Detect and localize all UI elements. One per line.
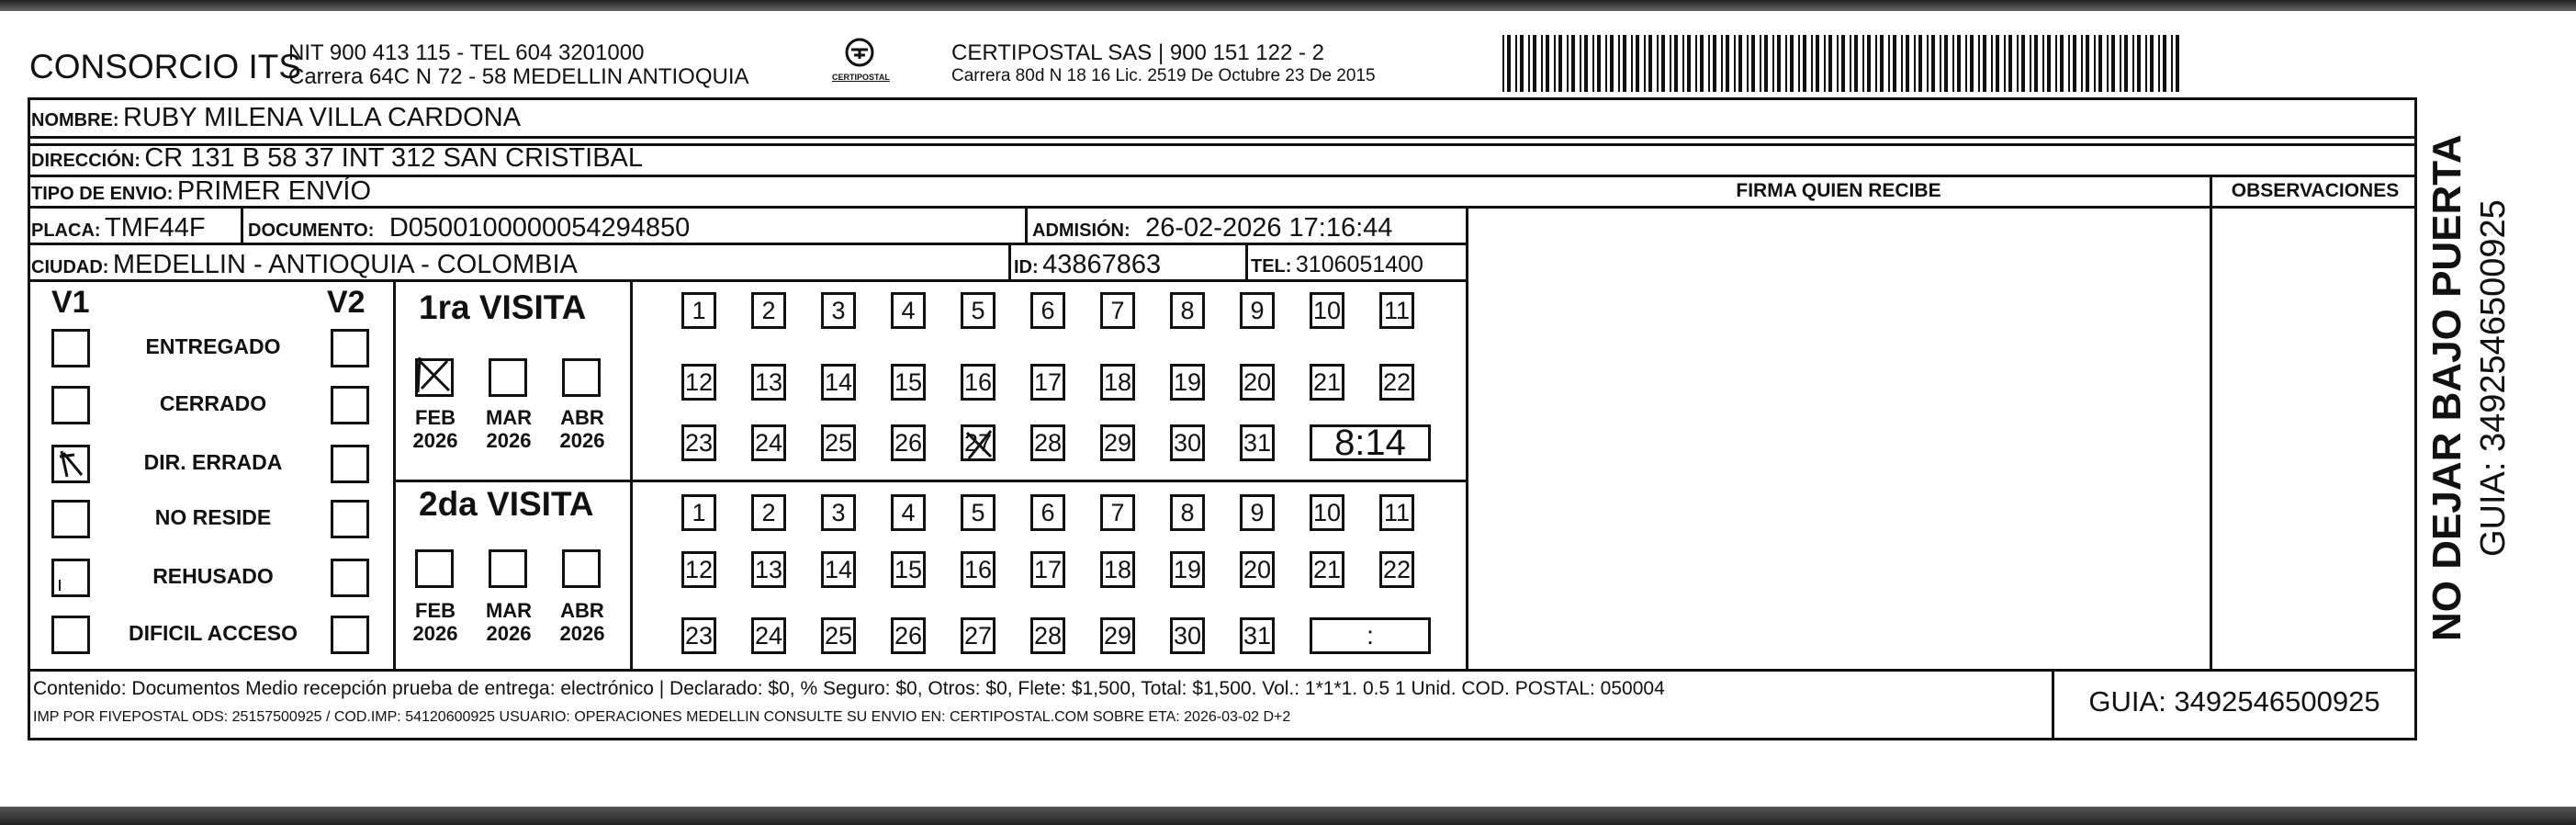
direccion-value: CR 131 B 58 37 INT 312 SAN CRISTIBAL [144, 143, 644, 173]
month-name: FEB [415, 599, 456, 622]
divider-footer [28, 669, 2417, 672]
barcode-bar [1682, 35, 1684, 92]
barcode-bar [2060, 35, 2064, 92]
barcode-bar [1764, 35, 1768, 92]
barcode-bar [1648, 35, 1652, 92]
ciudad-row [31, 250, 578, 280]
day-box[interactable]: 30 [1170, 424, 1205, 461]
certipostal-address: Carrera 80d N 18 16 Lic. 2519 De Octubre 23 De 2015 [951, 66, 1376, 85]
day-box[interactable]: 29 [1100, 424, 1135, 461]
nombre-label: NOMBRE: [31, 110, 119, 130]
day-box[interactable]: 23 [681, 617, 716, 654]
day-box[interactable]: 22 [1379, 364, 1414, 401]
day-box[interactable]: 25 [821, 617, 856, 654]
barcode-bar [1610, 35, 1614, 92]
day-box[interactable]: 13 [751, 364, 786, 401]
time-box[interactable]: : [1310, 617, 1431, 654]
barcode-bar [1862, 35, 1864, 92]
v2-checkbox[interactable] [331, 500, 369, 538]
day-box[interactable]: 6 [1030, 292, 1065, 329]
barcode-bar [1507, 35, 1511, 92]
day-box[interactable]: 5 [961, 494, 996, 531]
barcode-bar [2171, 35, 2173, 92]
barcode-bar [1713, 35, 1716, 92]
barcode-bar [1996, 35, 1999, 92]
day-box[interactable]: 21 [1310, 364, 1344, 401]
v2-label: V2 [327, 285, 366, 320]
month-name: MAR [485, 406, 533, 429]
barcode-bar [1657, 35, 1659, 92]
month-year: 2026 [486, 429, 532, 452]
month-label [557, 406, 608, 452]
barcode-bar [1700, 35, 1704, 92]
barcode-bar [2094, 35, 2096, 92]
handwritten-x-icon [414, 356, 453, 394]
firma-header: FIRMA QUIEN RECIBE [1736, 180, 1941, 201]
logo-text: CERTIPOSTAL [832, 73, 890, 82]
barcode-bar [1541, 35, 1543, 92]
nombre-row [31, 103, 521, 133]
v1-checkbox[interactable] [51, 445, 90, 483]
direccion-row [31, 143, 643, 174]
v2-checkbox[interactable] [331, 559, 369, 597]
barcode-bar [1931, 35, 1935, 92]
day-box[interactable]: 15 [891, 551, 926, 588]
day-box[interactable]: 19 [1170, 364, 1205, 401]
nombre-value: RUBY MILENA VILLA CARDONA [123, 103, 522, 132]
time-box[interactable]: 8:14 [1310, 424, 1431, 461]
month-checkbox[interactable] [489, 358, 527, 397]
handwritten-x-icon [963, 427, 995, 468]
month-name: ABR [560, 406, 604, 429]
admision-row [1032, 213, 1392, 243]
day-box[interactable]: 20 [1240, 364, 1275, 401]
company-name: CONSORCIO ITS [29, 48, 302, 85]
reason-label: DIR. ERRADA [143, 450, 283, 474]
day-box[interactable]: 24 [751, 424, 786, 461]
day-box[interactable]: 18 [1100, 551, 1135, 588]
side-guia: GUIA: 3492546500925 [2474, 199, 2513, 557]
day-box[interactable]: 25 [821, 424, 856, 461]
divider-firma-header [1468, 206, 2417, 209]
barcode-bar [1798, 35, 1800, 92]
barcode-bar [1674, 35, 1678, 92]
barcode-bar [1841, 35, 1845, 92]
barcode-bar [1803, 35, 1806, 92]
month-checkbox[interactable] [562, 549, 601, 588]
barcode-bar [1592, 35, 1594, 92]
barcode-bar [1880, 35, 1884, 92]
divider-reasons [393, 281, 396, 670]
reason-label: REHUSADO [152, 564, 274, 588]
barcode-bar [1520, 35, 1524, 92]
barcode-bar [2137, 35, 2141, 92]
day-box[interactable]: 15 [891, 364, 926, 401]
month-checkbox[interactable] [415, 549, 454, 588]
day-box[interactable]: 24 [751, 617, 786, 654]
barcode-bar [1580, 35, 1581, 92]
barcode-bar [1918, 35, 1922, 92]
barcode-bar [1751, 35, 1755, 92]
divider-ciudad-id [1008, 244, 1011, 279]
day-box[interactable]: 14 [821, 551, 856, 588]
day-box[interactable]: 2 [751, 494, 786, 531]
day-box[interactable]: 17 [1030, 551, 1065, 588]
barcode-bar [1623, 35, 1626, 92]
day-box[interactable]: 6 [1030, 494, 1065, 531]
barcode-bar [1502, 35, 1504, 92]
barcode-bar [1828, 35, 1832, 92]
day-box[interactable]: 23 [681, 424, 716, 461]
barcode-bar [1571, 35, 1575, 92]
barcode-bar [1528, 35, 1530, 92]
barcode-bar [2150, 35, 2154, 92]
divider-observaciones [2210, 175, 2212, 670]
day-box[interactable]: 26 [891, 617, 926, 654]
tel-label: TEL: [1251, 256, 1292, 277]
admision-label: ADMISIÓN: [1032, 220, 1131, 241]
barcode-bar [1515, 35, 1517, 92]
day-box[interactable]: 21 [1310, 551, 1344, 588]
divider-doc-admision [1025, 208, 1028, 243]
divider-footer-guia [2052, 669, 2054, 740]
barcode-bar [1567, 35, 1569, 92]
v1-checkbox[interactable] [51, 329, 90, 367]
footer-contenido: Contenido: Documentos Medio recepción prueba de entrega: electrónico | Declarado: $0, % Seguro: $0, Otros: $0, Flete: $1,500, Total: $1,500. Vol.: 1*1*1. 0.5 1 Unid. COD. POSTAL: 050004 [33, 678, 1665, 699]
day-box[interactable]: 3 [821, 292, 856, 329]
barcode-bar [1636, 35, 1639, 92]
barcode-bar [2098, 35, 2102, 92]
day-box[interactable]: 31 [1240, 617, 1275, 654]
barcode-bar [1991, 35, 1993, 92]
barcode-bar [1726, 35, 1729, 92]
barcode-bar [2004, 35, 2006, 92]
month-year: 2026 [412, 622, 458, 645]
company-address: Carrera 64C N 72 - 58 MEDELLIN ANTIOQUIA [288, 64, 749, 89]
month-name: ABR [560, 599, 604, 622]
barcode-bar [1695, 35, 1697, 92]
day-box[interactable]: 22 [1379, 551, 1414, 588]
barcode-bar [2132, 35, 2134, 92]
tel-value: 3106051400 [1295, 252, 1423, 277]
barcode-bar [2047, 35, 2051, 92]
day-box[interactable]: 26 [891, 424, 926, 461]
certipostal-logo [832, 37, 890, 92]
barcode-bar [2042, 35, 2044, 92]
barcode-bar [1597, 35, 1601, 92]
ciudad-value: MEDELLIN - ANTIOQUIA - COLOMBIA [112, 250, 578, 279]
barcode-bar [2021, 35, 2025, 92]
barcode-bar [1811, 35, 1813, 92]
barcode-bar [2124, 35, 2128, 92]
reason-label: CERRADO [159, 391, 267, 415]
month-year: 2026 [559, 622, 605, 645]
day-box[interactable]: 2 [751, 292, 786, 329]
documento-value: D0500100000054294850 [388, 213, 691, 243]
day-box[interactable]: 14 [821, 364, 856, 401]
day-box[interactable]: 12 [681, 551, 716, 588]
barcode-bar [1893, 35, 1896, 92]
id-row [1014, 250, 1161, 280]
tel-row [1251, 252, 1423, 278]
barcode-bar [2163, 35, 2166, 92]
day-box[interactable]: 28 [1030, 617, 1065, 654]
footer-imp: IMP POR FIVEPOSTAL ODS: 25157500925 / COD.IMP: 54120600925 USUARIO: OPERACIONES MEDELLIN CONSULTE SU ENVIO EN: CERTIPOSTAL.COM SOBRE ETA: 2026-03-02 D+2 [33, 709, 1291, 725]
barcode-bar [1940, 35, 1941, 92]
documento-row [248, 213, 690, 243]
barcode-bar [1734, 35, 1736, 92]
placa-value: TMF44F [105, 213, 206, 243]
barcode-bar [1888, 35, 1890, 92]
barcode-bar [2086, 35, 2089, 92]
reason-label: DIFICIL ACCESO [128, 621, 298, 645]
barcode-bar [1957, 35, 1961, 92]
day-box[interactable]: 9 [1240, 292, 1275, 329]
barcode-bar [1708, 35, 1710, 92]
month-label [483, 406, 534, 452]
day-box[interactable]: 13 [751, 551, 786, 588]
barcode-bar [1605, 35, 1607, 92]
direccion-label: DIRECCIÓN: [31, 151, 141, 171]
barcode-bar [1546, 35, 1549, 92]
barcode-bar [1670, 35, 1671, 92]
barcode-bar [1914, 35, 1916, 92]
barcode-bar [2145, 35, 2147, 92]
barcode-bar [1983, 35, 1986, 92]
barcode-bar [1772, 35, 1774, 92]
tipo-label: TIPO DE ENVIO: [31, 184, 174, 204]
barcode-bar [1777, 35, 1781, 92]
day-box[interactable]: 31 [1240, 424, 1275, 461]
barcode-bar [1978, 35, 1980, 92]
barcode-bar [1875, 35, 1877, 92]
barcode-bar [1952, 35, 1954, 92]
day-box[interactable]: 17 [1030, 364, 1065, 401]
day-box[interactable]: 7 [1100, 292, 1135, 329]
day-box[interactable]: 11 [1379, 494, 1414, 531]
day-box[interactable]: 19 [1170, 551, 1205, 588]
divider-months-days [630, 281, 633, 670]
visit2-title: 2da VISITA [419, 485, 594, 523]
barcode-bar [1644, 35, 1646, 92]
v2-checkbox[interactable] [331, 386, 369, 424]
divider-id-tel [1245, 244, 1248, 279]
month-year: 2026 [412, 429, 458, 452]
month-checkbox[interactable] [562, 358, 601, 397]
v1-checkbox[interactable] [51, 559, 90, 597]
day-box[interactable]: 1 [681, 292, 716, 329]
barcode-bar [1867, 35, 1871, 92]
barcode-bar [1558, 35, 1562, 92]
barcode-bar [1824, 35, 1826, 92]
barcode-bar [1687, 35, 1691, 92]
bottom-edge-line [0, 807, 2576, 825]
month-checkbox[interactable] [489, 549, 527, 588]
barcode-bar [1661, 35, 1665, 92]
barcode-bar [1927, 35, 1929, 92]
placa-row [31, 213, 206, 243]
visit1-title: 1ra VISITA [419, 288, 587, 326]
barcode-bar [1584, 35, 1588, 92]
tipo-value: PRIMER ENVÍO [176, 176, 372, 206]
divider-direccion [28, 175, 2417, 177]
barcode [1502, 35, 2188, 92]
day-box[interactable]: 7 [1100, 494, 1135, 531]
day-box[interactable]: 30 [1170, 617, 1205, 654]
day-box[interactable]: 4 [891, 292, 926, 329]
barcode-bar [2073, 35, 2076, 92]
barcode-bar [2008, 35, 2012, 92]
v2-checkbox[interactable] [331, 616, 369, 654]
barcode-bar [2055, 35, 2057, 92]
observaciones-header: OBSERVACIONES [2231, 180, 2400, 201]
day-box[interactable]: 16 [961, 551, 996, 588]
barcode-bar [1618, 35, 1620, 92]
day-box[interactable]: 8 [1170, 292, 1205, 329]
day-box[interactable]: 16 [961, 364, 996, 401]
barcode-bar [2120, 35, 2121, 92]
placa-label: PLACA: [31, 220, 101, 241]
barcode-bar [1533, 35, 1536, 92]
certipostal-logo-icon [841, 37, 878, 68]
month-label [483, 599, 534, 645]
barcode-bar [1901, 35, 1903, 92]
barcode-bar [1816, 35, 1819, 92]
barcode-bar [2034, 35, 2038, 92]
barcode-bar [1906, 35, 1909, 92]
barcode-bar [2158, 35, 2160, 92]
barcode-bar [2081, 35, 2083, 92]
barcode-bar [1850, 35, 1851, 92]
handwritten-mark-icon [54, 447, 87, 480]
id-label: ID: [1014, 257, 1039, 277]
v2-checkbox[interactable] [331, 329, 369, 367]
admision-value: 26-02-2026 17:16:44 [1145, 213, 1393, 243]
v2-checkbox[interactable] [331, 445, 369, 483]
day-box[interactable]: 10 [1310, 292, 1344, 329]
documento-label: DOCUMENTO: [248, 220, 375, 241]
day-box[interactable]: 12 [681, 364, 716, 401]
v1-checkbox[interactable] [51, 616, 90, 654]
barcode-bar [1854, 35, 1858, 92]
divider-visits [393, 480, 1468, 482]
day-box[interactable]: 27 [961, 617, 996, 654]
v1-checkbox[interactable] [51, 500, 90, 538]
month-year: 2026 [486, 622, 532, 645]
month-label [410, 599, 461, 645]
barcode-bar [2176, 35, 2179, 92]
day-box[interactable]: 5 [961, 292, 996, 329]
reason-label: NO RESIDE [154, 505, 272, 529]
barcode-bar [1747, 35, 1749, 92]
month-name: FEB [415, 406, 456, 429]
v1-checkbox[interactable] [51, 386, 90, 424]
month-name: MAR [485, 599, 533, 622]
barcode-bar [2030, 35, 2031, 92]
day-box[interactable]: 9 [1240, 494, 1275, 531]
barcode-bar [1631, 35, 1633, 92]
day-box[interactable]: 10 [1310, 494, 1344, 531]
day-box[interactable]: 29 [1100, 617, 1135, 654]
day-box[interactable]: 18 [1100, 364, 1135, 401]
barcode-bar [2107, 35, 2109, 92]
day-box[interactable]: 28 [1030, 424, 1065, 461]
barcode-bar [1554, 35, 1556, 92]
divider-left-panel [1466, 206, 1468, 670]
barcode-bar [1944, 35, 1948, 92]
month-label [410, 406, 461, 452]
reason-label: ENTREGADO [145, 334, 281, 358]
barcode-bar [1837, 35, 1839, 92]
day-box[interactable]: 20 [1240, 551, 1275, 588]
side-warning: NO DEJAR BAJO PUERTA [2424, 134, 2469, 641]
barcode-bar [1790, 35, 1794, 92]
divider-nombre [28, 136, 2417, 139]
barcode-bar [2068, 35, 2070, 92]
day-box[interactable]: 3 [821, 494, 856, 531]
day-box[interactable]: 1 [681, 494, 716, 531]
nit-line: NIT 900 413 115 - TEL 604 3201000 [288, 40, 645, 65]
barcode-bar [1738, 35, 1742, 92]
footer-guia: GUIA: 3492546500925 [2088, 685, 2380, 718]
day-box[interactable]: 4 [891, 494, 926, 531]
id-value: 43867863 [1042, 250, 1162, 279]
day-box[interactable]: 8 [1170, 494, 1205, 531]
barcode-bar [1965, 35, 1967, 92]
day-box[interactable]: 11 [1379, 292, 1414, 329]
barcode-bar [1970, 35, 1974, 92]
barcode-bar [2017, 35, 2019, 92]
v1-label: V1 [51, 285, 90, 320]
certipostal-line: CERTIPOSTAL SAS | 900 151 122 - 2 [951, 40, 1324, 65]
tipo-row [31, 176, 371, 207]
divider-placa-doc [241, 208, 243, 243]
barcode-bar [1760, 35, 1761, 92]
month-year: 2026 [559, 429, 605, 452]
ciudad-label: CIUDAD: [31, 257, 109, 277]
barcode-bar [1785, 35, 1787, 92]
barcode-bar [2111, 35, 2115, 92]
month-checkbox[interactable] [415, 358, 454, 397]
barcode-bar [1721, 35, 1723, 92]
dot-mark-icon [54, 561, 87, 594]
top-edge-line [0, 0, 2576, 11]
day-box[interactable]: 27 [961, 424, 996, 461]
month-label [557, 599, 608, 645]
